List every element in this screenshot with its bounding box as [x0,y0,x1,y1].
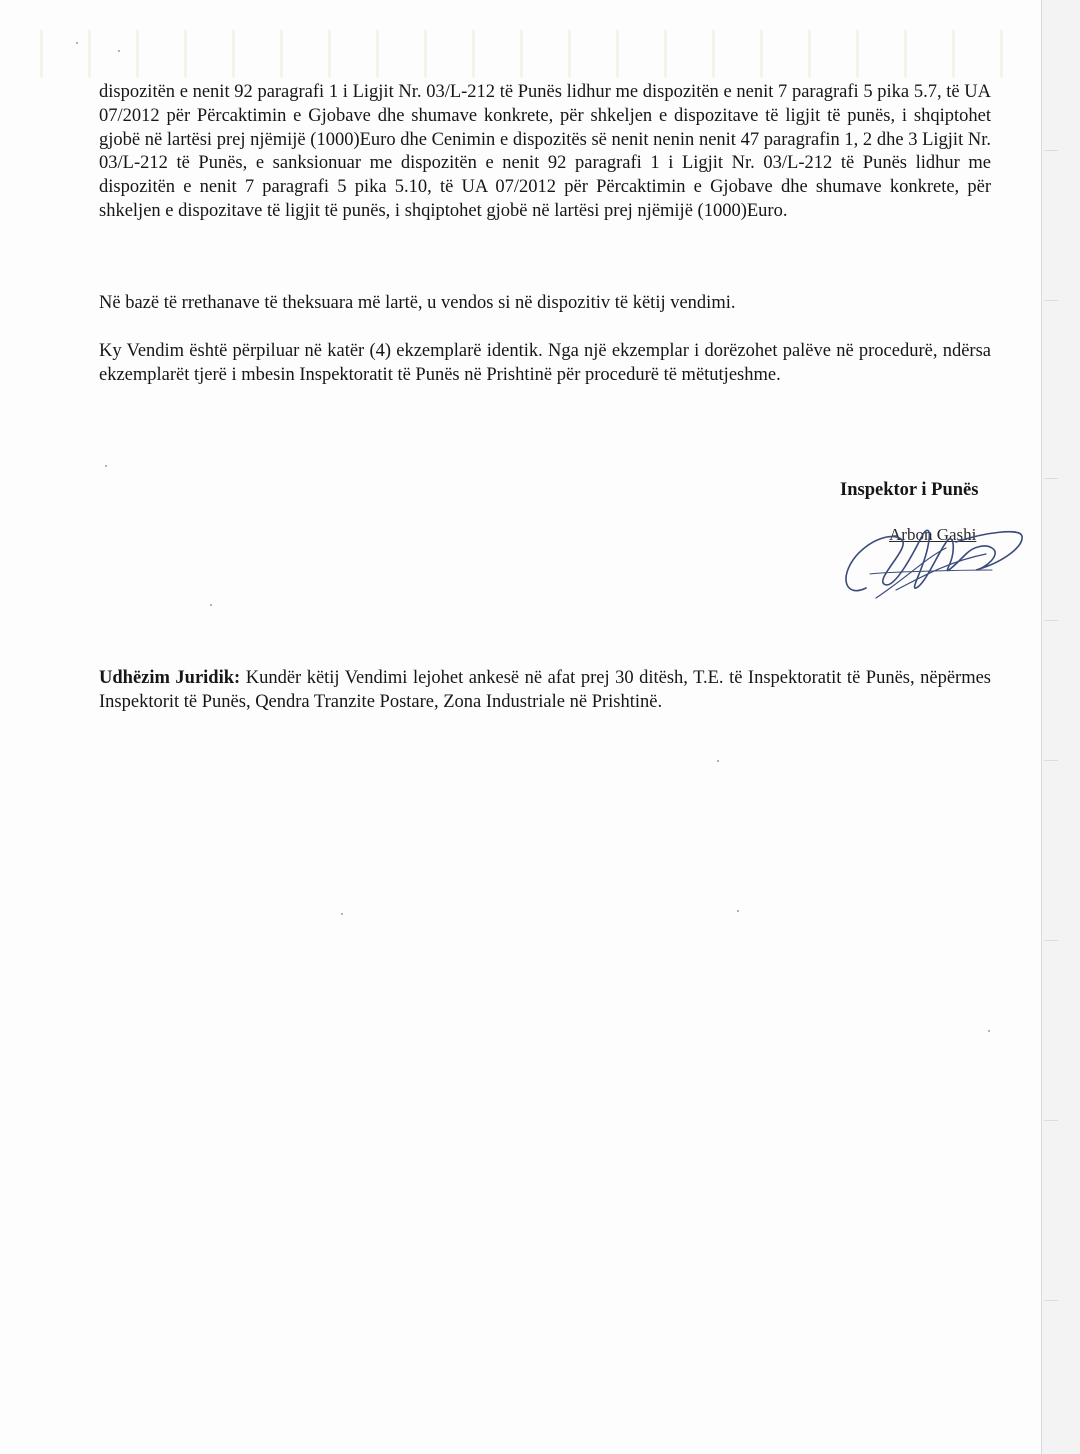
scan-speck [341,913,343,915]
scan-speck [717,760,719,762]
body-paragraph-copies: Ky Vendim është përpiluar në katër (4) ekzemplarë identik. Nga një ekzemplar i dorëzohet palëve në procedurë, ndërsa ekzemplarët tjerë i mbesin Inspektoratit të Punës në Prishtinë për procedurë të mëtutjeshme. [99,341,991,385]
scan-artifact-band [40,30,1040,78]
signatory-name: Arbon Gashi [889,525,977,544]
signatory-title: Inspektor i Punës [840,480,979,500]
body-paragraph-fines: dispozitën e nenit 92 paragrafi 1 i Ligjit Nr. 03/L-212 të Punës lidhur me dispozitën e nenit 7 paragrafi 5 pika 5.7, të UA 07/2012 për Përcaktimin e Gjobave dhe shumave konkrete, për shkeljen e dispozitave të ligjit të punës, i shqiptohet gjobë në lartësi prej njëmijë (1000)Euro dhe Cenimin e dispozitës së nenit nenin nenit 47 paragrafin 1, 2 dhe 3 Ligjit Nr. 03/L-212 të Punës, e sanksionuar me dispozitën e nenit 92 paragrafi 1 i Ligjit Nr. 03/L-212 të Punës lidhur me dispozitën e nenit 7 paragrafi 5 pika 5.10, të UA 07/2012 për Përcaktimin e Gjobave dhe shumave konkrete, për shkeljen e dispozitave të ligjit të punës, i shqiptohet gjobë në lartësi prej njëmijë (1000)Euro. [99,82,991,221]
scan-speck [210,604,212,606]
scan-speck [76,42,78,44]
legal-instruction-label: Udhëzim Juridik: [99,668,241,688]
scan-speck [737,910,739,912]
scan-speck [118,50,120,52]
handwritten-signature [836,518,1032,608]
legal-instruction-text: Kundër këtij Vendimi lejohet ankesë në afat prej 30 ditësh, T.E. të Inspektoratit të Punës, nëpërmes Inspektorit të Punës, Qendra Tranzite Postare, Zona Industriale në Prishtinë. [99,668,991,712]
scan-speck [105,465,107,467]
page-edge [1041,0,1080,1454]
body-paragraph-decision-basis: Në bazë të rrethanave të theksuara më lartë, u vendos si në dispozitiv të këtij vendimi. [99,293,736,313]
legal-instruction [99,667,991,715]
scan-speck [988,1030,990,1032]
